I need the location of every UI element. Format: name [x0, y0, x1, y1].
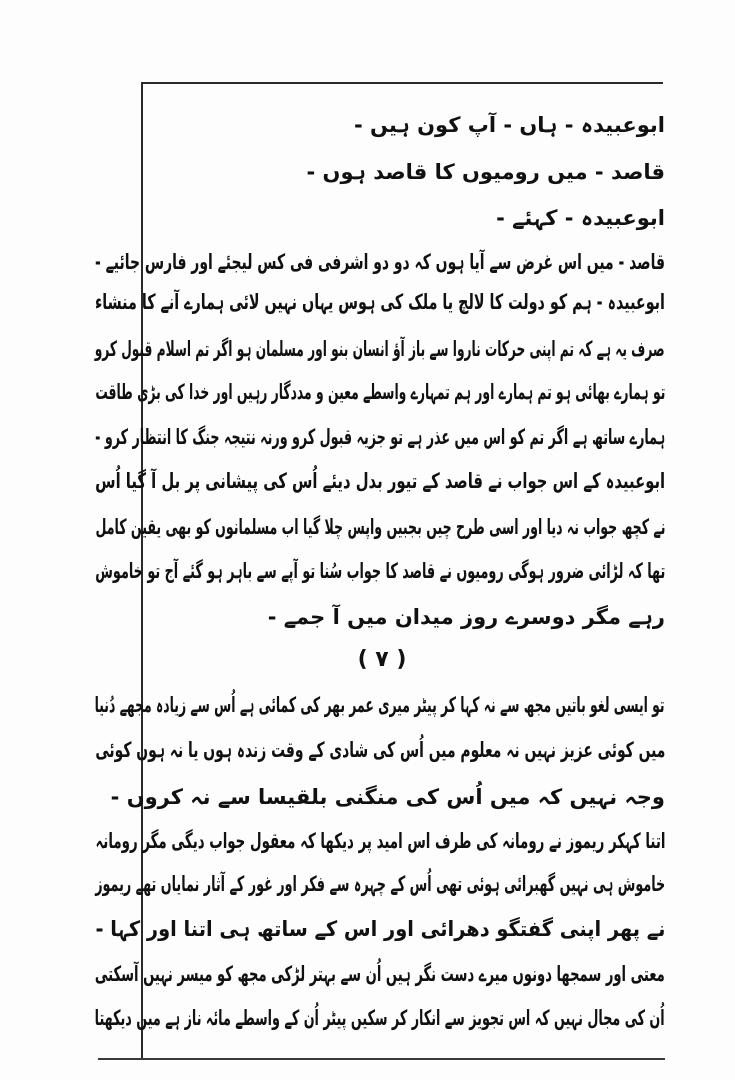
margin-rule-bottom: [98, 1058, 665, 1060]
dialogue-line: [95, 154, 665, 190]
paragraph-text: اُن کی مجال نہیں کہ اس تجویز سے انکار کر سکیں پیٹر اُن کے واسطے مائہ ناز ہے میں دیکھتا: [95, 1006, 665, 1030]
dialogue-text: ابوعبیدہ - کہئے -: [496, 206, 665, 230]
paragraph-text: تو ہمارے بھائی ہو تم ہمارے اور ہم تمہارے واسطے معین و مددگار رہیں اور خدا کی بڑی طاقت: [95, 380, 665, 404]
paragraph-text: رہے مگر دوسرے روز میدان میں آ جمے -: [267, 605, 665, 629]
paragraph-line: [95, 911, 665, 947]
dialogue-line: [95, 107, 665, 143]
dialogue-text: قاصد - میں اس غرض سے آیا ہوں کہ دو دو اشرفی فی کس لیجئے اور فارس جائیے -: [95, 250, 665, 274]
paragraph-text: میں کوئی عزیز نہیں نہ معلوم میں اُس کی شادی کے وقت زندہ ہوں یا نہ ہوں کوئی: [95, 738, 665, 762]
paragraph-text: تو ایسی لغو باتیں مجھ سے نہ کہا کر پیٹر میری عمر بھر کی کمائی ہے اُس سے زیادہ مجھے دُنیا: [95, 693, 665, 717]
dialogue-line: [95, 284, 665, 320]
paragraph-line: [95, 553, 665, 589]
paragraph-text: وجہ نہیں کہ میں اُس کی منگنی بلقیسا سے نہ کروں -: [110, 785, 665, 809]
paragraph-text: نے کچھ جواب نہ دیا اور اسی طرح چیں بجبیں واپس چلا گیا اب مسلمانوں کو بھی یقین کامل: [95, 515, 665, 539]
paragraph-line: [95, 956, 665, 992]
dialogue-line: [95, 200, 665, 236]
paragraph-text: ابوعبیدہ کے اس جواب نے قاصد کے تیور بدل دیئے اُس کی پیشانی پر بل آ گیا اُس: [95, 469, 665, 493]
margin-rule-top: [141, 82, 663, 84]
paragraph-line: [95, 331, 665, 367]
paragraph-line: [95, 732, 665, 768]
dialogue-text: ابوعبیدہ - ہم کو دولت کا لالچ یا ملک کی ہوس یہاں نہیں لائی ہمارے آنے کا منشاء: [95, 290, 665, 314]
paragraph-line: [95, 687, 665, 723]
dialogue-text: قاصد - میں رومیوں کا قاصد ہوں -: [306, 160, 665, 184]
paragraph-line: [95, 866, 665, 902]
paragraph-text: صرف یہ ہے کہ تم اپنی حرکات ناروا سے باز آؤ انسان بنو اور مسلمان ہو اگر تم اسلام قبول کرو: [95, 337, 665, 361]
paragraph-line: [95, 509, 665, 545]
paragraph-text: تھا کہ لڑائی ضرور ہوگی رومیوں نے قاصد کا جواب سُنا تو آپے سے باہر ہو گئے آج تو خاموش: [95, 559, 665, 583]
paragraph-text: خاموش ہی نہیں گھبرائی ہوئی تھی اُس کے چہرہ سے فکر اور غور کے آثار نمایاں تھے ریموز: [95, 872, 665, 896]
paragraph-text: معتی اور سمجھا دونوں میرے دست نگر ہیں اُن سے بہتر لڑکی مجھ کو میسر نہیں آسکتی: [95, 962, 665, 986]
paragraph-line: [95, 1000, 665, 1036]
paragraph-line: [95, 419, 665, 455]
dialogue-line: [95, 244, 665, 280]
dialogue-text: ابوعبیدہ - ہاں - آپ کون ہیں -: [354, 113, 665, 137]
paragraph-line: [95, 599, 665, 635]
paragraph-line: [95, 779, 665, 815]
paragraph-text: ہمارے ساتھ ہے اگر تم کو اس میں عذر ہے تو جزیہ قبول کرو ورنہ نتیجہ جنگ کا انتظار کرو -: [95, 425, 665, 449]
paragraph-text: اتنا کہکر ریموز نے رومانہ کی طرف اس امید پر دیکھا کہ معقول جواب دیگی مگر رومانہ: [95, 829, 665, 853]
paragraph-line: [95, 463, 665, 499]
paragraph-line: [95, 374, 665, 410]
paragraph-line: [95, 823, 665, 859]
paragraph-text: نے پھر اپنی گفتگو دھرائی اور اس کے ساتھ ہی اتنا اور کہا -: [95, 917, 665, 941]
chapter-number: ( ۷ ): [357, 647, 407, 672]
